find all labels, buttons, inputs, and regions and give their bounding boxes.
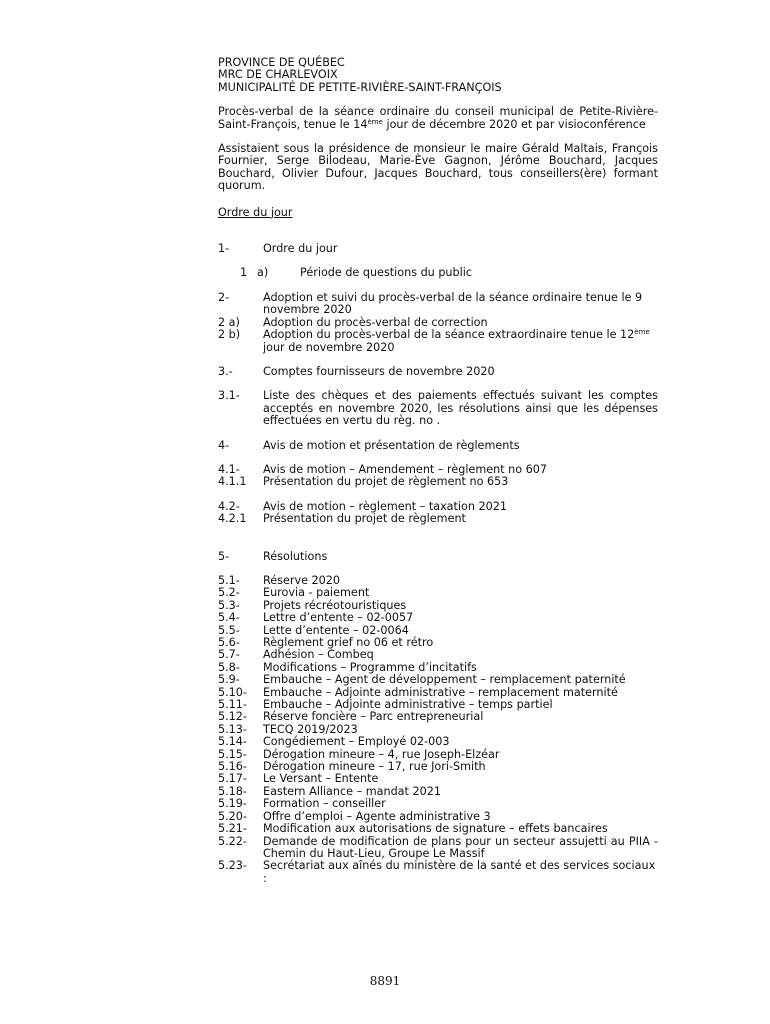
item-text: Avis de motion – règlement – taxation 2021 bbox=[263, 499, 507, 513]
item-text: TECQ 2019/2023 bbox=[263, 722, 358, 736]
attendance-paragraph: Assistaient sous la présidence de monsieur le maire Gérald Maltais, François Fournier, Serge Bilodeau, Marie-Ève Gagnon, Jérôme Bouchard, Jacques Bouchard, Olivier Dufour, Jacques Bouchard, tous conseillers(ère) formant quorum. bbox=[218, 142, 658, 193]
intro-sup: ème bbox=[367, 117, 383, 126]
item-text: Adhésion – Combeq bbox=[263, 648, 374, 662]
item-number: 5.22- bbox=[218, 834, 247, 848]
item-text: Eurovia - paiement bbox=[263, 586, 370, 600]
item-number: 4.2.1 bbox=[218, 512, 247, 526]
item-number: 5.3- bbox=[218, 598, 240, 612]
item-number: 5.15- bbox=[218, 747, 247, 761]
item-text: Période de questions du public bbox=[300, 266, 472, 280]
resolution-item bbox=[218, 823, 658, 835]
item-number: 2 a) bbox=[218, 315, 240, 329]
item-text: Projets récréotouristiques bbox=[263, 598, 407, 612]
agenda-subitem bbox=[218, 267, 658, 279]
resolution-item bbox=[218, 798, 658, 810]
item-text: Résolutions bbox=[263, 549, 328, 563]
resolution-item bbox=[218, 649, 658, 661]
item-number: 5.19- bbox=[218, 797, 247, 811]
item-number: 5.1- bbox=[218, 573, 240, 587]
item-text: Demande de modification de plans pour un secteur assujetti au PIIA - Chemin du Haut-Lieu, Groupe Le Massif bbox=[263, 834, 658, 860]
agenda-item bbox=[218, 513, 658, 525]
item-number: 4.1- bbox=[218, 462, 240, 476]
item-number: 5.4- bbox=[218, 611, 240, 625]
intro-text-a: Procès-verbal de la séance ordinaire du conseil municipal de Petite-Rivière-Saint-François, tenue le 14 bbox=[218, 105, 658, 131]
item-text: Adoption du procès-verbal de correction bbox=[263, 315, 488, 329]
agenda-item bbox=[218, 551, 658, 563]
item-number: 5.13- bbox=[218, 722, 247, 736]
item-text: Règlement grief no 06 et rétro bbox=[263, 636, 434, 649]
item-text: Avis de motion et présentation de règlements bbox=[263, 438, 520, 452]
item-text: Présentation du projet de règlement no 653 bbox=[263, 475, 509, 489]
municipality-line: MUNICIPALITÉ DE PETITE-RIVIÈRE-SAINT-FRANÇOIS bbox=[218, 80, 502, 94]
item-text-a: Adoption du procès-verbal de la séance extraordinaire tenue le 12 bbox=[263, 328, 635, 342]
agenda-item bbox=[218, 366, 658, 378]
item-number: 3.- bbox=[218, 364, 233, 378]
item-sup: ème bbox=[634, 328, 650, 337]
resolution-item bbox=[218, 674, 658, 686]
item-number: 5.11- bbox=[218, 698, 247, 712]
resolution-item bbox=[218, 860, 658, 885]
agenda-item bbox=[218, 243, 658, 255]
item-text: Adoption et suivi du procès-verbal de la séance ordinaire tenue le 9 novembre 2020 bbox=[263, 290, 643, 317]
item-text: Présentation du projet de règlement bbox=[263, 512, 466, 526]
item-number: 5.16- bbox=[218, 760, 247, 774]
item-number: 3.1- bbox=[218, 389, 240, 403]
item-letter: a) bbox=[257, 266, 269, 280]
item-number: 5.20- bbox=[218, 809, 247, 823]
document-page bbox=[218, 57, 658, 885]
item-text-b: jour de novembre 2020 bbox=[263, 340, 395, 354]
resolution-item bbox=[218, 773, 658, 785]
item-text: Réserve 2020 bbox=[263, 573, 340, 587]
item-number: 5.23- bbox=[218, 859, 247, 873]
agenda-item bbox=[218, 476, 658, 488]
item-number: 5.12- bbox=[218, 710, 247, 724]
item-number: 4.2- bbox=[218, 499, 240, 513]
resolution-item bbox=[218, 612, 658, 624]
resolution-item bbox=[218, 836, 658, 861]
item-number: 1 bbox=[240, 266, 248, 280]
item-text: Modifications – Programme d’incitatifs bbox=[263, 660, 477, 674]
item-text: Eastern Alliance – mandat 2021 bbox=[263, 784, 441, 798]
item-text: Ordre du jour bbox=[263, 242, 338, 256]
item-number: 1- bbox=[218, 242, 230, 256]
agenda-item bbox=[218, 440, 658, 452]
item-number: 5.9- bbox=[218, 673, 240, 687]
resolution-item bbox=[218, 736, 658, 748]
item-text: Embauche – Adjointe administrative – temps partiel bbox=[263, 698, 553, 712]
item-number: 5.7- bbox=[218, 648, 240, 662]
intro-text-b: jour de décembre 2020 et par visioconférence bbox=[382, 117, 646, 131]
item-text: Secrétariat aux aînés du ministère de la santé et des services sociaux : bbox=[263, 859, 656, 885]
item-text: Liste des chèques et des paiements effectués suivant les comptes acceptés en novembre 2020, les résolutions ainsi que les dépenses effectuées en vertu du règ. no . bbox=[263, 389, 658, 428]
item-text: Lettre d’entente – 02-0057 bbox=[263, 611, 414, 625]
agenda-item bbox=[218, 390, 658, 427]
item-text: Dérogation mineure – 17, rue Jori-Smith bbox=[263, 760, 486, 774]
agenda-item bbox=[218, 292, 658, 317]
item-number: 5.14- bbox=[218, 735, 247, 749]
item-number: 4- bbox=[218, 438, 230, 452]
item-text: Embauche – Agent de développement – remplacement paternité bbox=[263, 673, 626, 687]
item-text: Embauche – Adjointe administrative – remplacement maternité bbox=[263, 685, 618, 699]
item-number: 5.2- bbox=[218, 586, 240, 600]
province-line: PROVINCE DE QUÉBEC bbox=[218, 56, 345, 69]
document-header bbox=[218, 57, 658, 94]
agenda-item bbox=[218, 329, 658, 354]
item-text: Réserve foncière – Parc entrepreneurial bbox=[263, 710, 484, 724]
resolution-item bbox=[218, 587, 658, 599]
mrc-line: MRC DE CHARLEVOIX bbox=[218, 68, 338, 82]
item-text: Lette d’entente – 02-0064 bbox=[263, 623, 409, 637]
item-number: 5.5- bbox=[218, 623, 240, 637]
item-number: 2 b) bbox=[218, 328, 241, 342]
item-text: Congédiement – Employé 02-003 bbox=[263, 735, 450, 749]
item-number: 5.10- bbox=[218, 685, 247, 699]
item-text: Le Versant – Entente bbox=[263, 772, 379, 786]
item-number: 5.21- bbox=[218, 822, 247, 836]
item-text bbox=[263, 329, 658, 354]
item-text: Dérogation mineure – 4, rue Joseph-Elzéar bbox=[263, 747, 500, 761]
item-number: 4.1.1 bbox=[218, 475, 247, 489]
item-text: Avis de motion – Amendement – règlement no 607 bbox=[263, 462, 547, 476]
item-number: 5.18- bbox=[218, 784, 247, 798]
resolution-item bbox=[218, 711, 658, 723]
page-number: 8891 bbox=[369, 974, 401, 988]
item-number: 2- bbox=[218, 290, 230, 304]
intro-paragraph bbox=[218, 106, 658, 131]
item-text: Formation – conseiller bbox=[263, 797, 386, 811]
agenda-title: Ordre du jour bbox=[218, 205, 293, 219]
item-text: Modification aux autorisations de signature – effets bancaires bbox=[263, 822, 608, 836]
item-text: Comptes fournisseurs de novembre 2020 bbox=[263, 364, 495, 378]
item-number: 5.17- bbox=[218, 772, 247, 786]
item-number: 5.6- bbox=[218, 636, 240, 649]
item-number: 5.8- bbox=[218, 660, 240, 674]
item-text: Offre d’emploi – Agente administrative 3 bbox=[263, 809, 491, 823]
item-number: 5- bbox=[218, 549, 230, 563]
resolutions-list bbox=[218, 575, 658, 885]
